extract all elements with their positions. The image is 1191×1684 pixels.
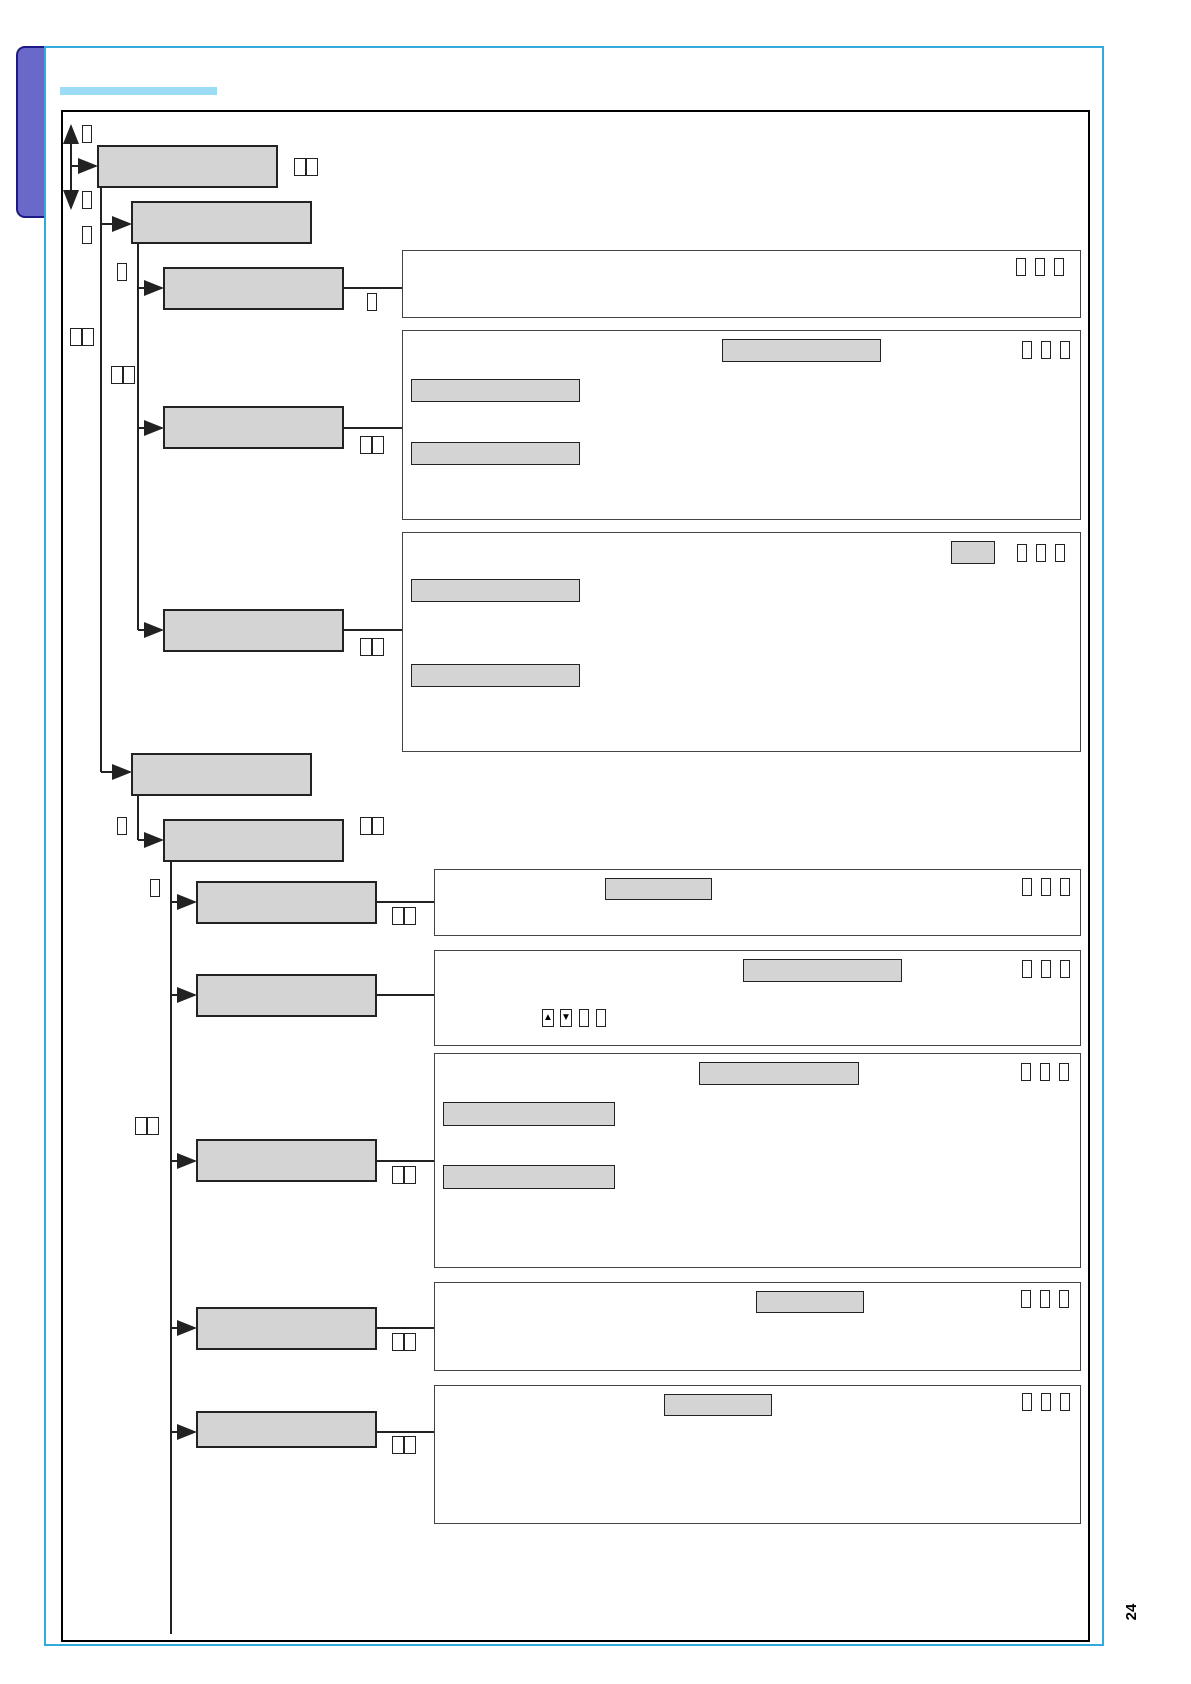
menu-node-b1b [196, 974, 377, 1017]
glyph-box [1060, 341, 1070, 359]
glyph-box [392, 907, 404, 925]
glyph-box [82, 328, 94, 346]
menu-node-a1 [163, 267, 344, 310]
glyph-box [1022, 1393, 1032, 1411]
glyph-box [1036, 544, 1046, 562]
glyph-box [117, 263, 127, 281]
menu-node-b1d [196, 1307, 377, 1350]
panel-b1c-heading-label [699, 1062, 859, 1085]
menu-node-root [97, 145, 278, 188]
menu-node-a2 [163, 406, 344, 449]
glyph-box [1022, 878, 1032, 896]
glyph-box [404, 1166, 416, 1184]
glyph-box [360, 436, 372, 454]
glyph-box [111, 366, 123, 384]
glyph-box [1054, 258, 1064, 276]
glyph-box [1059, 1290, 1069, 1308]
panel-b1c-field-label [443, 1102, 615, 1126]
glyph-box [367, 293, 377, 311]
menu-node-a3 [163, 609, 344, 652]
glyph-box [372, 817, 384, 835]
glyph-box [82, 226, 92, 244]
glyph-box [1017, 544, 1027, 562]
panel-a2-field-label [411, 379, 580, 402]
glyph-box [82, 125, 92, 143]
glyph-box [596, 1009, 606, 1027]
glyph-box [294, 158, 306, 176]
panel-a3-field-label [411, 579, 580, 602]
menu-node-b1c [196, 1139, 377, 1182]
triangle-up-icon: ▲ [542, 1009, 554, 1027]
glyph-box [404, 1333, 416, 1351]
glyph-box [82, 191, 92, 209]
glyph-box [1022, 960, 1032, 978]
glyph-box [150, 879, 160, 897]
detail-panel-b1a [434, 869, 1081, 936]
glyph-box [392, 1333, 404, 1351]
menu-node-b1 [163, 819, 344, 862]
panel-a2-field-label [411, 442, 580, 465]
menu-node-b1a [196, 881, 377, 924]
detail-panel-a3 [402, 532, 1081, 752]
glyph-box [1022, 341, 1032, 359]
glyph-box [404, 1436, 416, 1454]
panel-a2-heading-label [722, 339, 881, 362]
panel-b1b-heading-label [743, 959, 902, 982]
glyph-box [1041, 960, 1051, 978]
glyph-box [579, 1009, 589, 1027]
glyph-box [306, 158, 318, 176]
panel-b1c-field-label [443, 1165, 615, 1189]
glyph-box [1016, 258, 1026, 276]
glyph-box [135, 1117, 147, 1135]
triangle-down-icon: ▼ [560, 1009, 572, 1027]
glyph-box [1041, 1393, 1051, 1411]
glyph-box [1041, 341, 1051, 359]
glyph-box [404, 907, 416, 925]
glyph-box [1041, 878, 1051, 896]
glyph-box [1035, 258, 1045, 276]
panel-b1a-heading-label [605, 878, 712, 900]
glyph-box [372, 638, 384, 656]
glyph-box [1059, 1063, 1069, 1081]
glyph-box [1060, 960, 1070, 978]
glyph-box [392, 1166, 404, 1184]
panel-b1d-heading-label [756, 1291, 864, 1313]
glyph-box [1060, 878, 1070, 896]
glyph-box [117, 817, 127, 835]
glyph-box [1055, 544, 1065, 562]
panel-b1e-heading-label [664, 1394, 772, 1416]
panel-a3-field-label [411, 664, 580, 687]
glyph-box [123, 366, 135, 384]
menu-node-b [131, 753, 312, 796]
menu-node-a [131, 201, 312, 244]
detail-panel-b1c [434, 1053, 1081, 1268]
detail-panel-a1 [402, 250, 1081, 318]
glyph-box [372, 436, 384, 454]
panel-a3-heading-label [951, 541, 995, 564]
glyph-box [70, 328, 82, 346]
glyph-box [360, 817, 372, 835]
glyph-box [360, 638, 372, 656]
glyph-box [1021, 1290, 1031, 1308]
glyph-box [1060, 1393, 1070, 1411]
glyph-box [1040, 1063, 1050, 1081]
glyph-box [1021, 1063, 1031, 1081]
glyph-box [1040, 1290, 1050, 1308]
menu-node-b1e [196, 1411, 377, 1448]
page-number: 24 [1123, 1603, 1140, 1621]
glyph-box [392, 1436, 404, 1454]
glyph-box [147, 1117, 159, 1135]
